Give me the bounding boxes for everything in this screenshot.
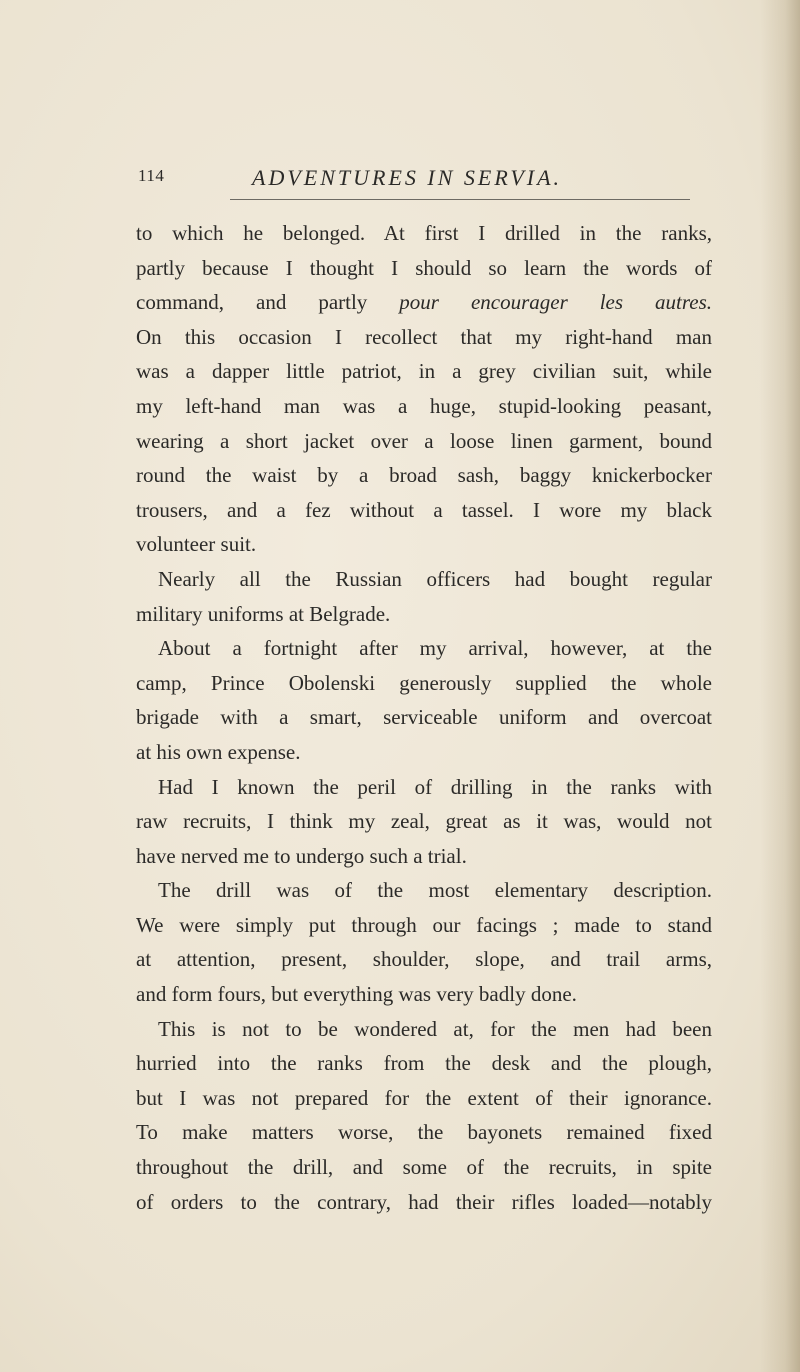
text-line: command, and partly pour encourager les autres. [136,290,712,315]
text-line: The drill was of the most elementary description. [158,878,712,903]
text-line: trousers, and a fez without a tassel. I wore my black [136,497,712,522]
text-line: volunteer suit. [136,532,257,557]
text-line: of orders to the contrary, had their rifles loaded—notably [136,1189,712,1214]
text-line: round the waist by a broad sash, baggy knickerbocker [136,463,712,488]
running-head: ADVENTURES IN SERVIA. [252,165,563,190]
header-rule [230,199,690,200]
french-phrase: pour encourager les autres. [399,290,712,315]
text-line: Nearly all the Russian officers had bought regular [158,566,712,591]
text-line: military uniforms at Belgrade. [136,601,391,626]
text-line: To make matters worse, the bayonets remained fixed [136,1120,712,1145]
text-line: We were simply put through our facings ; made to stand [136,912,712,937]
text-line: to which he belonged. At first I drilled in the ranks, [136,221,712,245]
page-header [0,0,800,240]
text-line: my left-hand man was a huge, stupid-looking peasant, [136,393,712,418]
text-line: but I was not prepared for the extent of their ignorance. [136,1085,712,1110]
page-number: 114 [138,166,165,185]
body-text [136,216,712,1219]
text-line: camp, Prince Obolenski generously supplied the whole [136,670,712,695]
text-line: Had I known the peril of drilling in the ranks with [158,774,712,799]
text-line: raw recruits, I think my zeal, great as it was, would not [136,809,712,834]
text-line: was a dapper little patriot, in a grey civilian suit, while [136,359,712,384]
text-line: About a fortnight after my arrival, however, at the [158,636,712,661]
text-line: have nerved me to undergo such a trial. [136,843,467,868]
text-line: at his own expense. [136,739,301,764]
text-line: at attention, present, shoulder, slope, and trail arms, [136,947,712,972]
text-line: This is not to be wondered at, for the men had been [158,1016,712,1041]
text-line: wearing a short jacket over a loose linen garment, bound [136,428,712,453]
text-line: hurried into the ranks from the desk and the plough, [136,1051,712,1076]
text-line: partly because I thought I should so learn the words of [136,255,712,280]
text-line: On this occasion I recollect that my right-hand man [136,324,712,349]
text-line: brigade with a smart, serviceable uniform and overcoat [136,705,712,730]
text-line: throughout the drill, and some of the recruits, in spite [136,1155,712,1180]
text-line: and form fours, but everything was very badly done. [136,982,577,1007]
